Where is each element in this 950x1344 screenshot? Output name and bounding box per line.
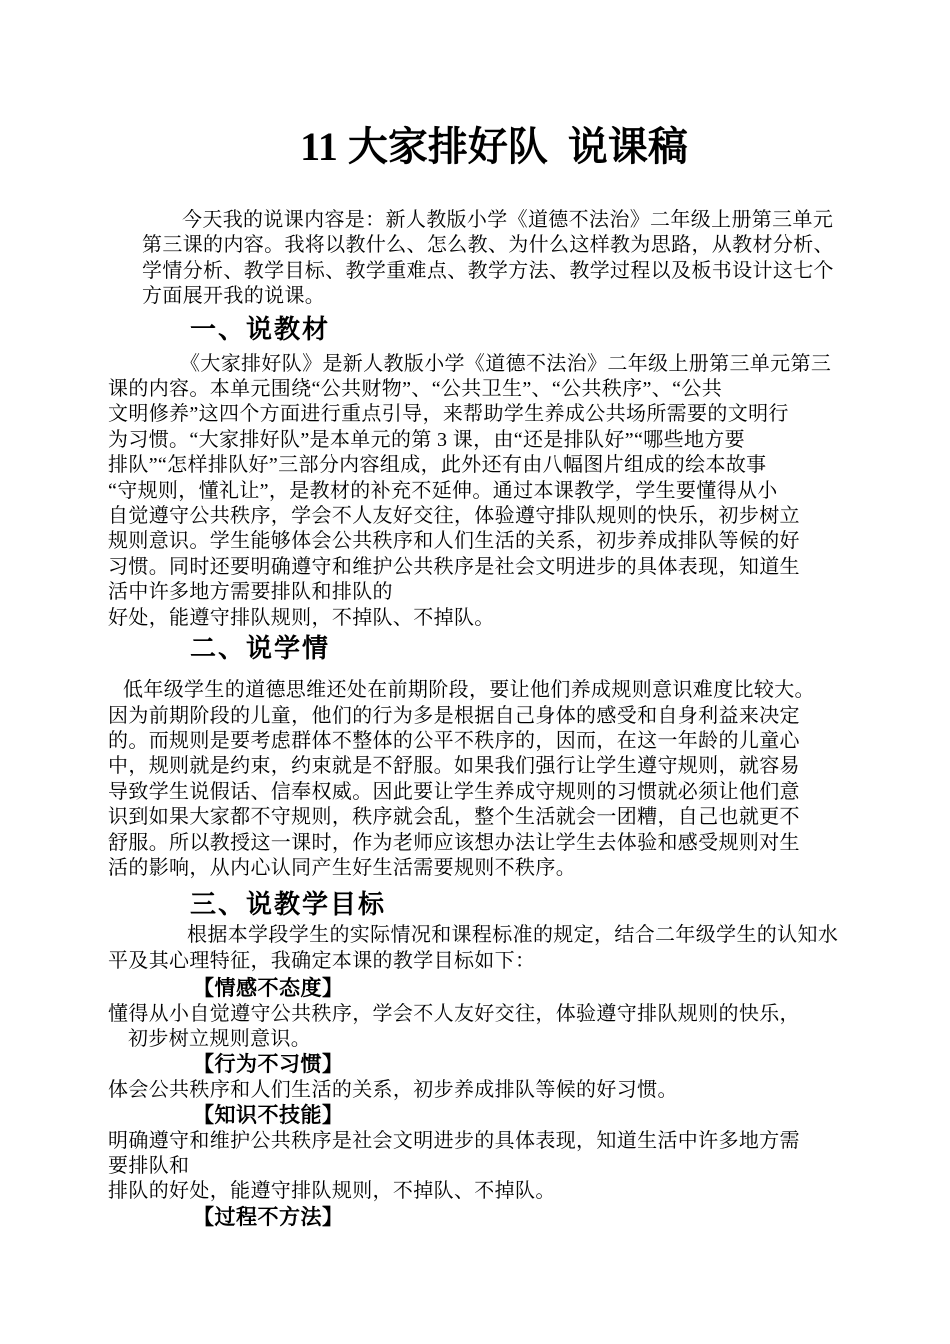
- goal-behavior-habit-text: [108, 1078, 814, 1103]
- goal-knowledge-skill-text: [108, 1129, 814, 1205]
- section-heading-learning-situation: 二、说学情: [190, 633, 331, 664]
- goal-heading-process-method: 【过程不方法】: [193, 1205, 344, 1229]
- text-line: 明确遵守和维护公共秩序是社会文明进步的具体表现，知道生活中许多地方需: [108, 1129, 800, 1152]
- text-line: 初步树立规则意识。: [128, 1027, 312, 1050]
- text-line: 排队的好处，能遵守排队规则，不掉队、不掉队。: [108, 1180, 556, 1203]
- goal-heading-behavior-habit: 【行为不习惯】: [193, 1053, 344, 1077]
- text-line: 低年级学生的道德思维还处在前期阶段，要让他们养成规则意识难度比较大。: [123, 679, 815, 702]
- learning-situation-paragraph: [108, 678, 814, 881]
- text-line: 体会公共秩序和人们生活的关系，初步养成排队等候的好习惯。: [108, 1078, 678, 1101]
- document-content: [108, 208, 839, 1230]
- text-line: 平及其心理特征，我确定本课的教学目标如下：: [108, 949, 536, 972]
- text-line: 为习惯。“大家排好队”是本单元的第 3 课，由“还是排队好”“哪些地方要: [108, 428, 745, 451]
- section-heading-teaching-goals: 三、说教学目标: [190, 889, 387, 920]
- text-line: 的。而规则是要考虑群体不整体的公平不秩序的，因而，在这一年龄的儿童心: [108, 729, 800, 752]
- text-line: 第三课的内容。我将以教什么、怎么教、为什么这样教为思路，从教材分析、: [142, 234, 834, 257]
- text-line: 导致学生说假话、信奉权威。因此要让学生养成守规则的习惯就必须让他们意: [108, 780, 800, 803]
- intro-paragraph: [142, 208, 834, 310]
- text-line: 排队”“怎样排队好”三部分内容组成，此外还有由八幅图片组成的绘本故事: [108, 454, 767, 477]
- text-line: 规则意识。学生能够体会公共秩序和人们生活的关系，初步养成排队等候的好: [108, 530, 800, 553]
- text-line: 文明修养”这四个方面进行重点引导，来帮助学生养成公共场所需要的文明行: [108, 403, 789, 426]
- teaching-material-paragraph: [108, 352, 832, 631]
- text-line: 自觉遵守公共秩序，学会不人友好交往，体验遵守排队规则的快乐，初步树立: [108, 505, 800, 528]
- section-heading-teaching-material: 一、说教材: [190, 313, 331, 344]
- text-line: 懂得从小自觉遵守公共秩序，学会不人友好交往，体验遵守排队规则的快乐，: [108, 1002, 800, 1025]
- text-line: 根据本学段学生的实际情况和课程标准的规定，结合二年级学生的认知水: [187, 924, 839, 947]
- text-line: 学情分析、教学目标、教学重难点、教学方法、教学过程以及板书设计这七个: [142, 259, 834, 282]
- text-line: 识到如果大家都不守规则，秩序就会乱，整个生活就会一团糟，自己也就更不: [108, 806, 800, 829]
- goal-heading-emotion-attitude: 【情感不态度】: [193, 977, 344, 1001]
- document-title: 11 大家排好队 说课稿: [300, 124, 688, 169]
- text-line: 要排队和: [108, 1155, 190, 1177]
- goal-heading-knowledge-skill: 【知识不技能】: [193, 1104, 344, 1128]
- teaching-goals-intro-paragraph: [108, 923, 839, 974]
- teaching-goals-list: [108, 976, 814, 1230]
- text-line: 《大家排好队》是新人教版小学《道德不法治》二年级上册第三单元第三: [180, 352, 832, 375]
- goal-emotion-attitude-text: [108, 1002, 814, 1053]
- text-line: 活的影响，从内心认同产生好生活需要规则不秩序。: [108, 856, 577, 879]
- text-line: 因为前期阶段的儿童，他们的行为多是根据自己身体的感受和自身利益来决定: [108, 704, 800, 727]
- text-line: 好处，能遵守排队规则，不掉队、不掉队。: [108, 606, 495, 629]
- text-line: 活中许多地方需要排队和排队的: [108, 581, 393, 604]
- text-line: 方面展开我的说课。: [142, 285, 326, 308]
- text-line: 中，规则就是约束，约束就是不舒服。如果我们强行让学生遵守规则，就容易: [108, 755, 800, 778]
- text-line: 今天我的说课内容是：新人教版小学《道德不法治》二年级上册第三单元: [182, 209, 834, 231]
- text-line: 课的内容。本单元围绕“公共财物”、“公共卫生”、“公共秩序”、“公共: [108, 378, 723, 401]
- text-line: 舒服。所以教授这一课时，作为老师应该想办法让学生去体验和感受规则对生: [108, 831, 800, 854]
- text-line: 习惯。同时还要明确遵守和维护公共秩序是社会文明进步的具体表现，知道生: [108, 555, 800, 578]
- text-line: “守规则，懂礼让”，是教材的补充不延伸。通过本课教学，学生要懂得从小: [108, 479, 778, 502]
